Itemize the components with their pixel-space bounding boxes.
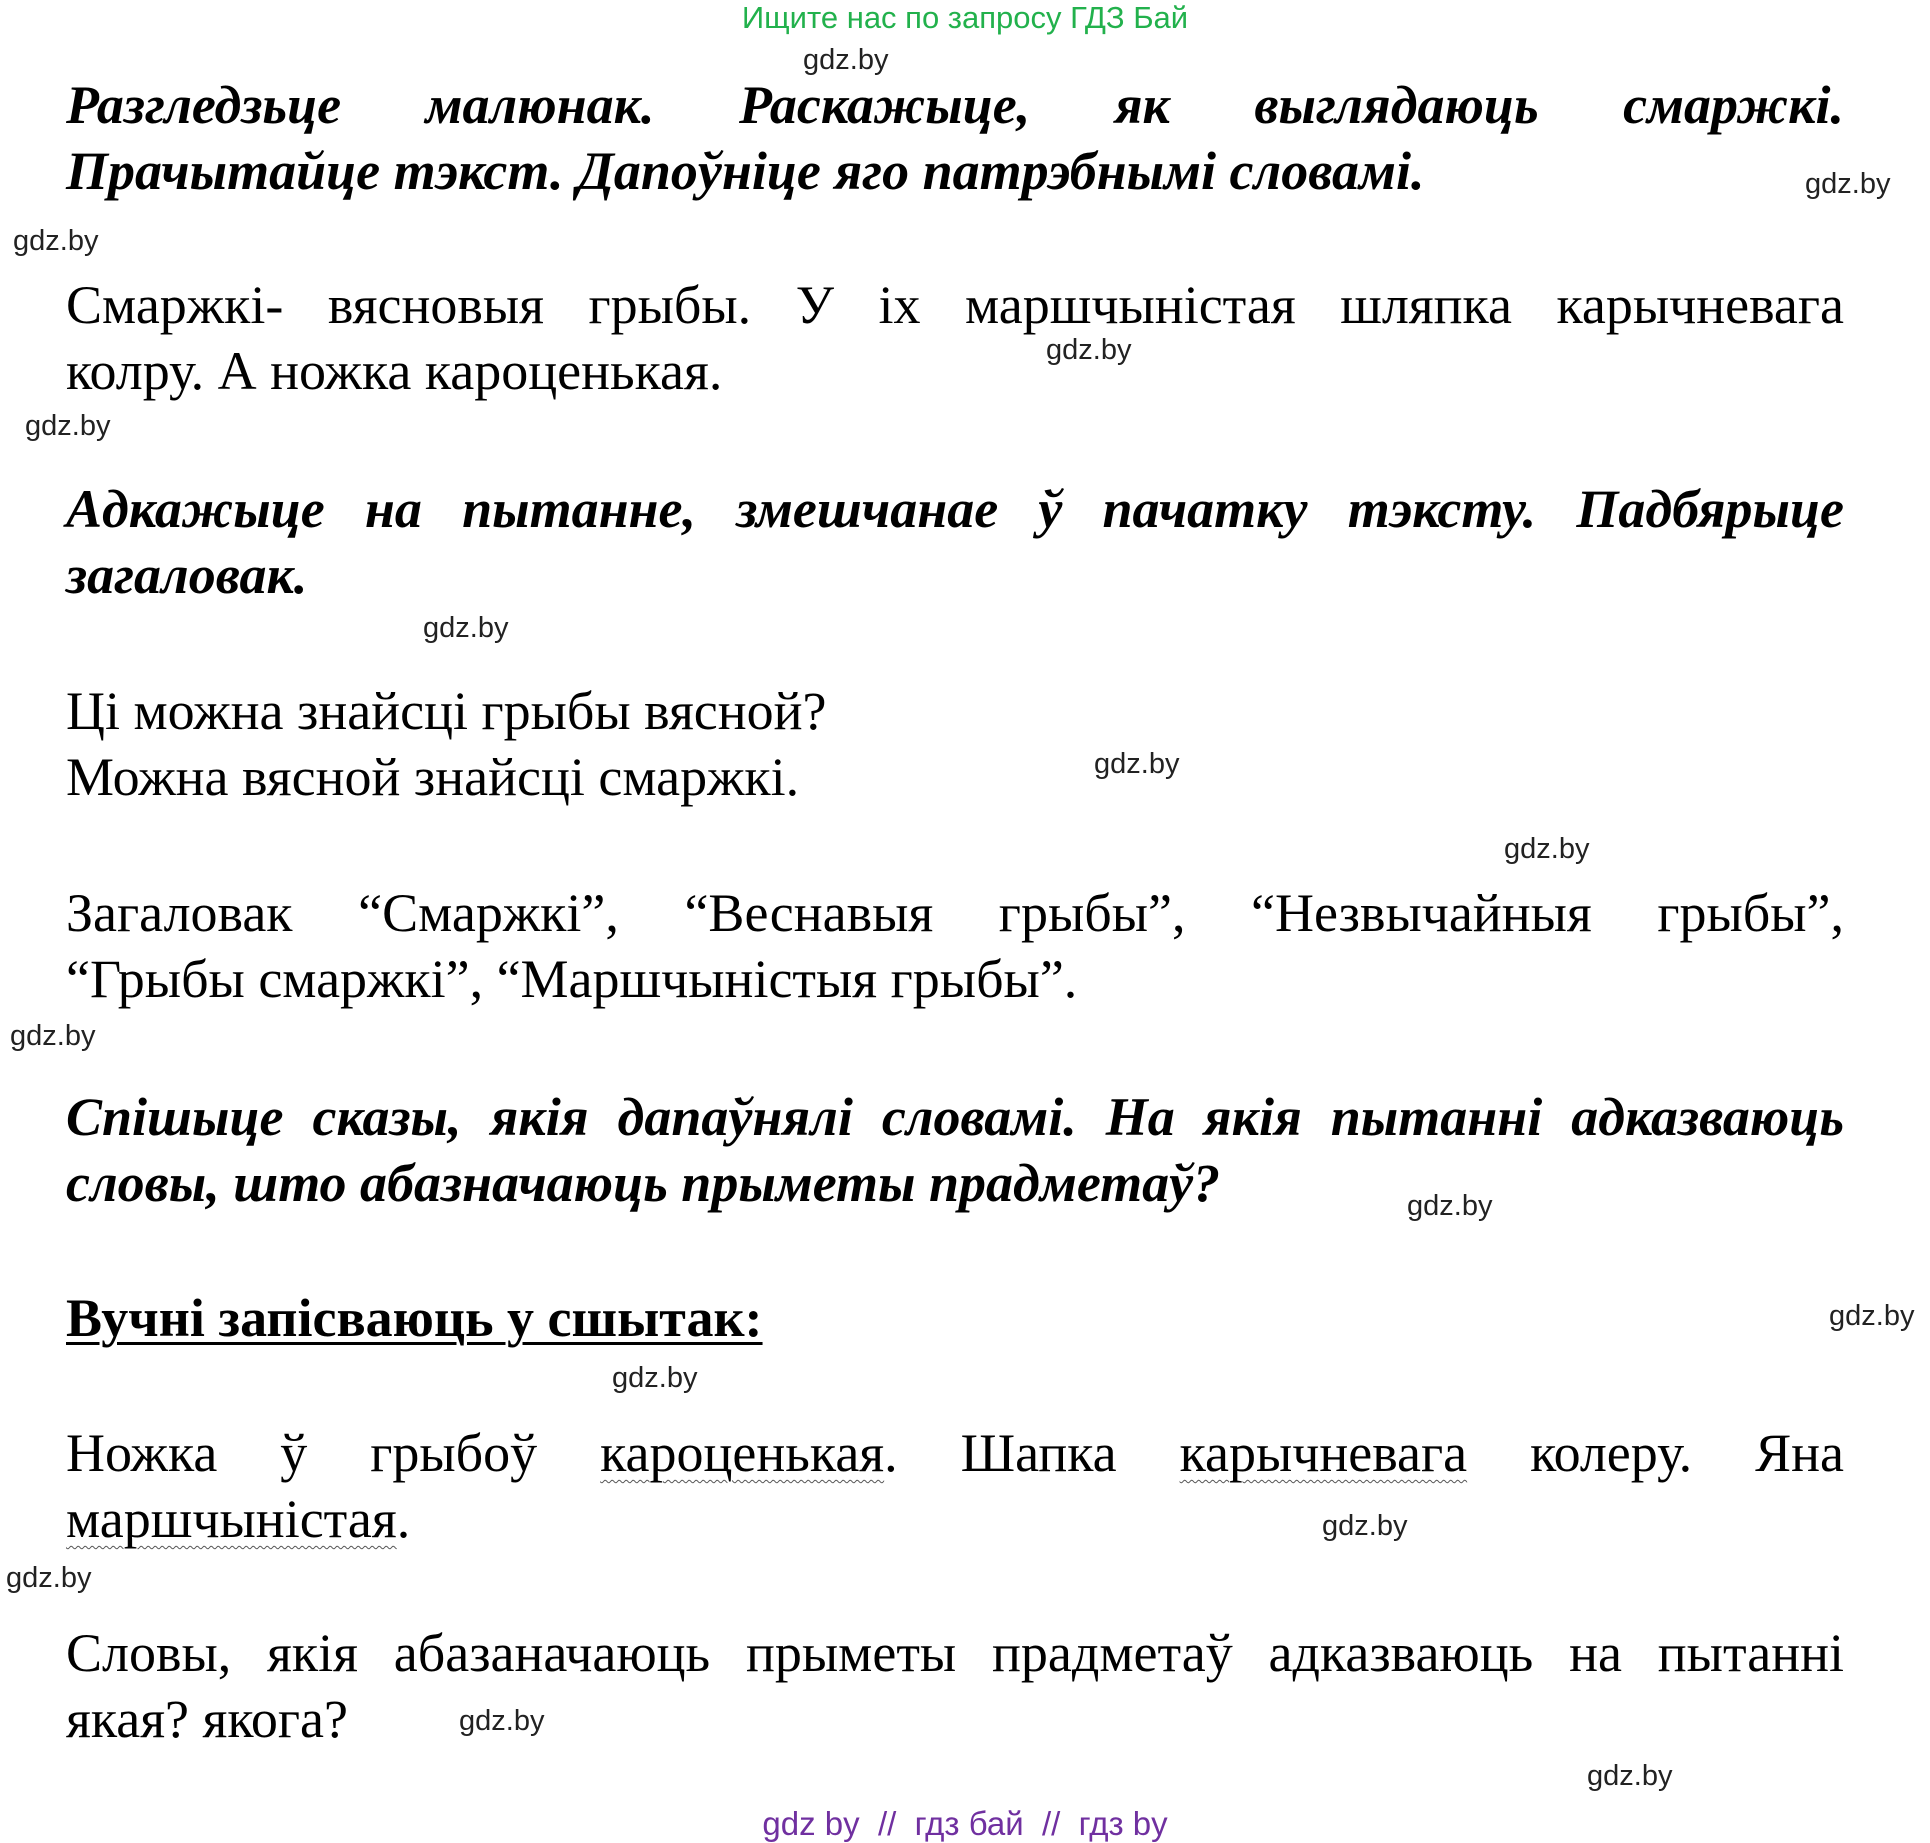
watermark: gdz.by <box>612 1362 698 1394</box>
footer-links: gdz by // гдз бай // гдз by <box>762 1805 1168 1842</box>
watermark: gdz.by <box>1322 1510 1408 1542</box>
watermark: gdz.by <box>1829 1300 1915 1332</box>
watermark: gdz.by <box>1407 1190 1493 1222</box>
answer-4-line-2 <box>66 1486 1844 1552</box>
answer-5-line-1: Словы, якія абазаначаюць прыметы прадметаў адказваюць на пытанні <box>66 1623 1844 1683</box>
watermark: gdz.by <box>1094 748 1180 780</box>
watermark: gdz.by <box>1504 833 1590 865</box>
promo-banner: Ищите нас по запросу ГДЗ Бай <box>741 0 1189 35</box>
watermark: gdz.by <box>423 612 509 644</box>
watermark: gdz.by <box>1046 334 1132 366</box>
task-2-line-1: Адкажыце на пытанне, змешчанае ў пачатку тэксту. Падбярыце <box>66 479 1844 539</box>
adjective-word: кароценькая <box>600 1423 885 1483</box>
task-3-line-1: Спішыце сказы, якія дапаўнялі словамі. На якія пытанні адказваюць <box>66 1087 1844 1147</box>
answer-paragraph-4 <box>66 1420 1844 1552</box>
notebook-heading: Вучні запісваюць у сшытак: <box>66 1288 763 1348</box>
watermark: gdz.by <box>1587 1760 1673 1792</box>
watermark: gdz.by <box>803 44 889 76</box>
task-2-line-2: загаловак. <box>66 545 308 605</box>
answer-4-text: Ножка ў грыбоў <box>66 1423 601 1483</box>
answer-3-line-1: Загаловак “Смаржкі”, “Веснавыя грыбы”, “Незвычайныя грыбы”, <box>66 883 1844 943</box>
answer-paragraph-5 <box>66 1620 1844 1752</box>
task-1-line-1: Разгледзьце малюнак. Раскажыце, як выглядаюць смаржкі. <box>66 75 1844 135</box>
answer-4-text: колеру. Яна <box>1467 1423 1844 1483</box>
task-instruction-3 <box>66 1084 1844 1216</box>
answer-3-line-2: “Грыбы смаржкі”, “Маршчыністыя грыбы”. <box>66 949 1078 1009</box>
watermark: gdz.by <box>10 1020 96 1052</box>
answer-5-line-2: якая? якога? <box>66 1689 348 1749</box>
answer-4-text: . Шапка <box>884 1423 1180 1483</box>
watermark: gdz.by <box>25 410 111 442</box>
answer-1-line-2: колру. А ножка кароценькая. <box>66 341 723 401</box>
task-instruction-2 <box>66 476 1844 608</box>
answer-1-line-1: Смаржкі- вясновыя грыбы. У іх маршчыністая шляпка карычневага <box>66 275 1844 335</box>
answer-paragraph-1 <box>66 272 1844 404</box>
answer-2-line-1: Ці можна знайсці грыбы вясной? <box>66 681 827 741</box>
adjective-word: карычневага <box>1179 1423 1468 1483</box>
task-1-line-2: Прачытайце тэкст. Дапоўніце яго патрэбнымі словамі. <box>66 141 1425 201</box>
task-3-line-2: словы, што абазначаюць прыметы прадметаў? <box>66 1153 1221 1213</box>
answer-paragraph-3 <box>66 880 1844 1012</box>
answer-paragraph-2 <box>66 678 1844 810</box>
answer-2-line-2: Можна вясной знайсці смаржкі. <box>66 747 800 807</box>
answer-4-text: . <box>396 1489 411 1549</box>
watermark: gdz.by <box>459 1705 545 1737</box>
adjective-word: маршчыністая <box>66 1489 397 1549</box>
watermark: gdz.by <box>1805 168 1891 200</box>
watermark: gdz.by <box>13 225 99 257</box>
task-instruction-1 <box>66 72 1844 204</box>
answer-4-line-1 <box>66 1420 1844 1486</box>
watermark: gdz.by <box>6 1562 92 1594</box>
